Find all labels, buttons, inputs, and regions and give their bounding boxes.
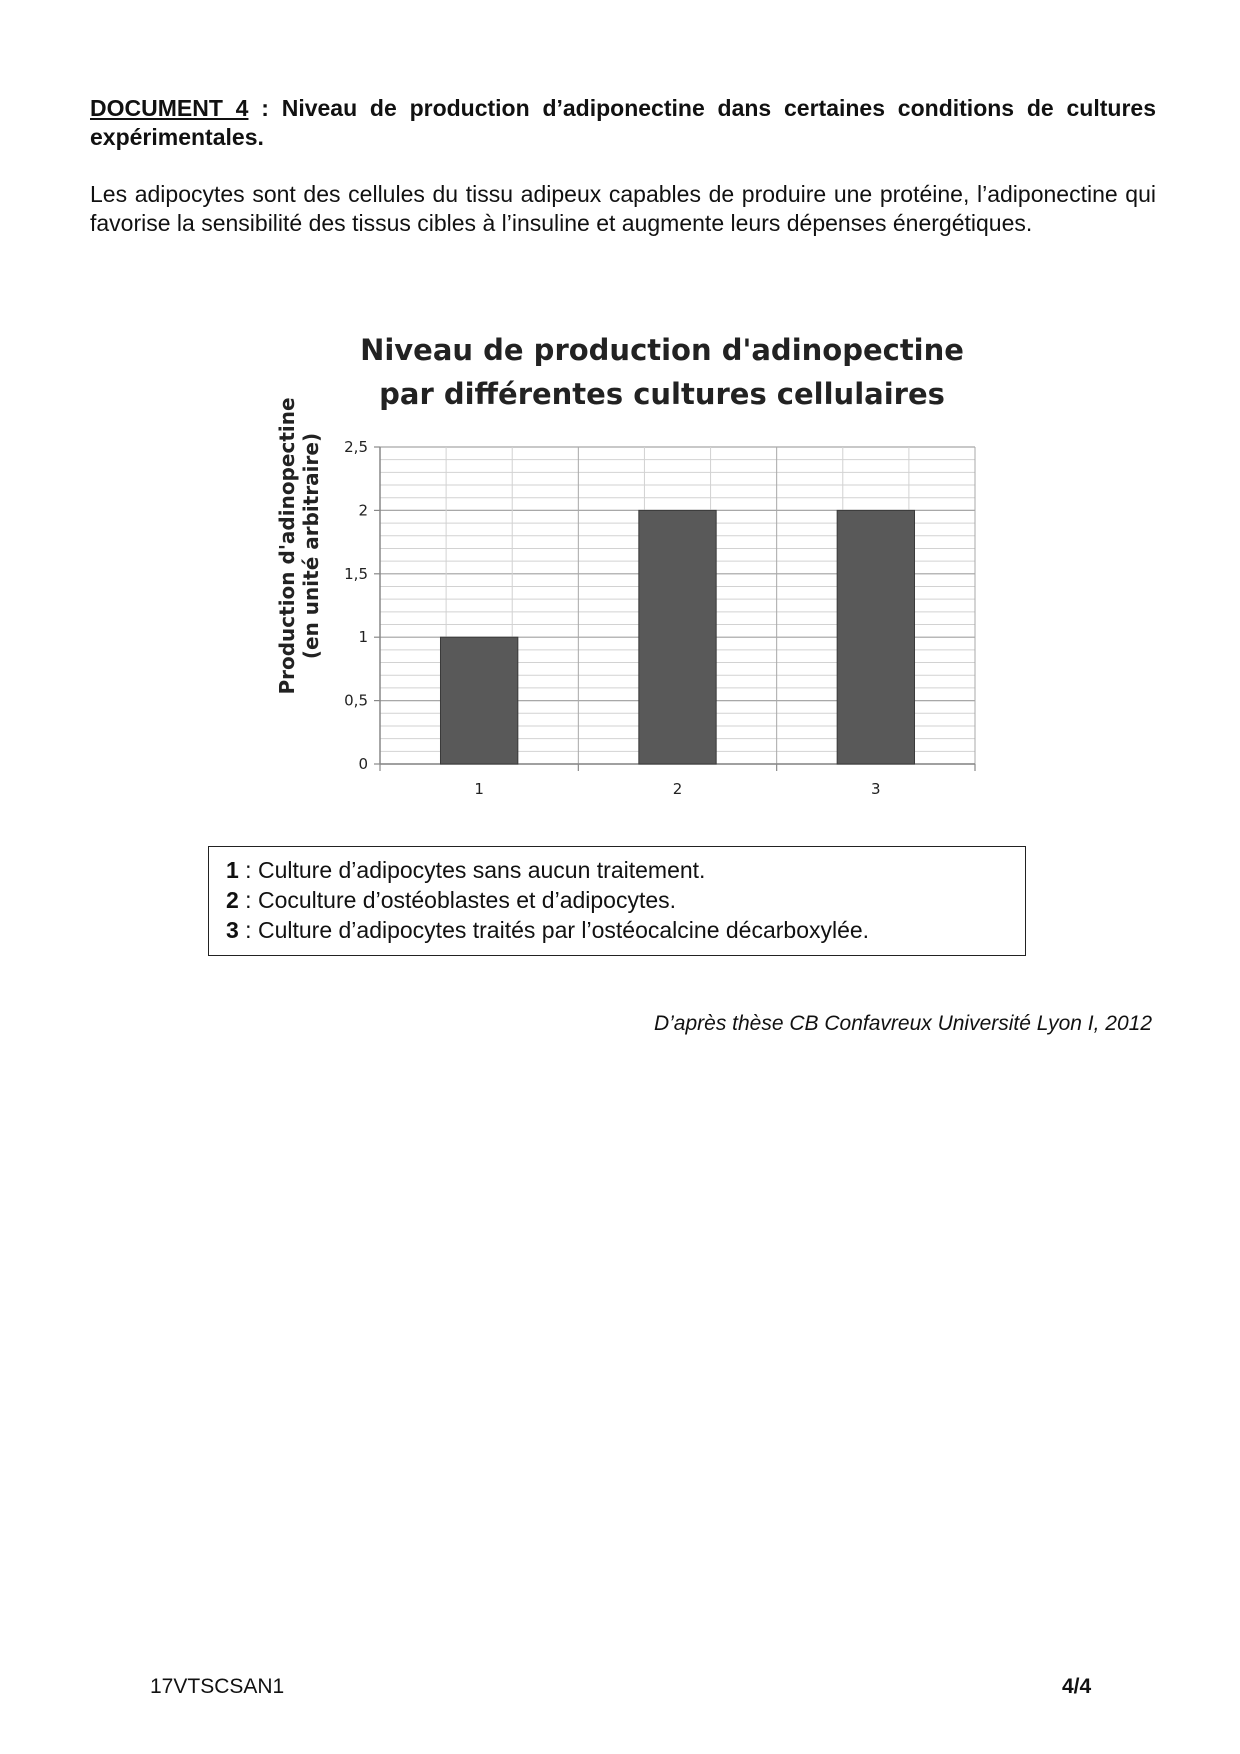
legend-item-2 xyxy=(226,885,1025,915)
y-tick-label: 0 xyxy=(358,755,368,773)
document-title: Niveau de production d’adiponectine dans certaines conditions de cultures expérimentales. xyxy=(90,95,1156,150)
y-tick-label: 2,5 xyxy=(344,438,368,456)
document-label: DOCUMENT 4 xyxy=(90,95,249,121)
legend-text: : Culture d’adipocytes sans aucun traitement. xyxy=(238,857,706,883)
bar-chart-svg xyxy=(260,330,1000,810)
intro-paragraph: Les adipocytes sont des cellules du tissu adipeux capables de produire une protéine, l’adiponectine qui favorise la sensibilité des tissus cibles à l’insuline et augmente leurs dépenses énergétiques. xyxy=(90,181,1156,236)
bar-2 xyxy=(639,510,716,764)
y-axis-title-line-1: Production d'adinopectine xyxy=(275,397,299,695)
x-tick-label: 2 xyxy=(672,780,683,798)
y-axis-title-line-2: (en unité arbitraire) xyxy=(299,432,323,660)
source-citation: D’après thèse CB Confavreux Université Lyon I, 2012 xyxy=(653,1012,1152,1035)
legend-text: : Culture d’adipocytes traités par l’ostéocalcine décarboxylée. xyxy=(238,917,870,943)
legend-item-3 xyxy=(226,915,1025,945)
x-tick-label: 1 xyxy=(474,780,484,798)
legend-key: 1 xyxy=(226,857,239,883)
chart-title-line-2: par différentes cultures cellulaires xyxy=(379,377,945,411)
y-tick-label: 0,5 xyxy=(344,691,368,710)
page-number: 4/4 xyxy=(1062,1675,1092,1698)
heading-separator: : xyxy=(248,95,282,121)
y-tick-label: 2 xyxy=(358,501,368,520)
legend-item-1 xyxy=(226,855,1025,885)
bar-1 xyxy=(440,637,517,764)
legend-text: : Coculture d’ostéoblastes et d’adipocytes. xyxy=(238,887,677,913)
legend-box xyxy=(208,846,1026,956)
chart-title-line-1: Niveau de production d'adinopectine xyxy=(360,333,964,367)
footer-code: 17VTSCSAN1 xyxy=(150,1675,285,1698)
y-tick-label: 1,5 xyxy=(344,564,368,583)
x-tick-label: 3 xyxy=(871,780,881,798)
legend-key: 2 xyxy=(226,887,239,913)
bar-chart xyxy=(260,330,1000,810)
y-tick-label: 1 xyxy=(358,628,368,647)
legend-key: 3 xyxy=(226,917,239,943)
bar-3 xyxy=(837,510,914,764)
document-heading xyxy=(90,94,1156,152)
